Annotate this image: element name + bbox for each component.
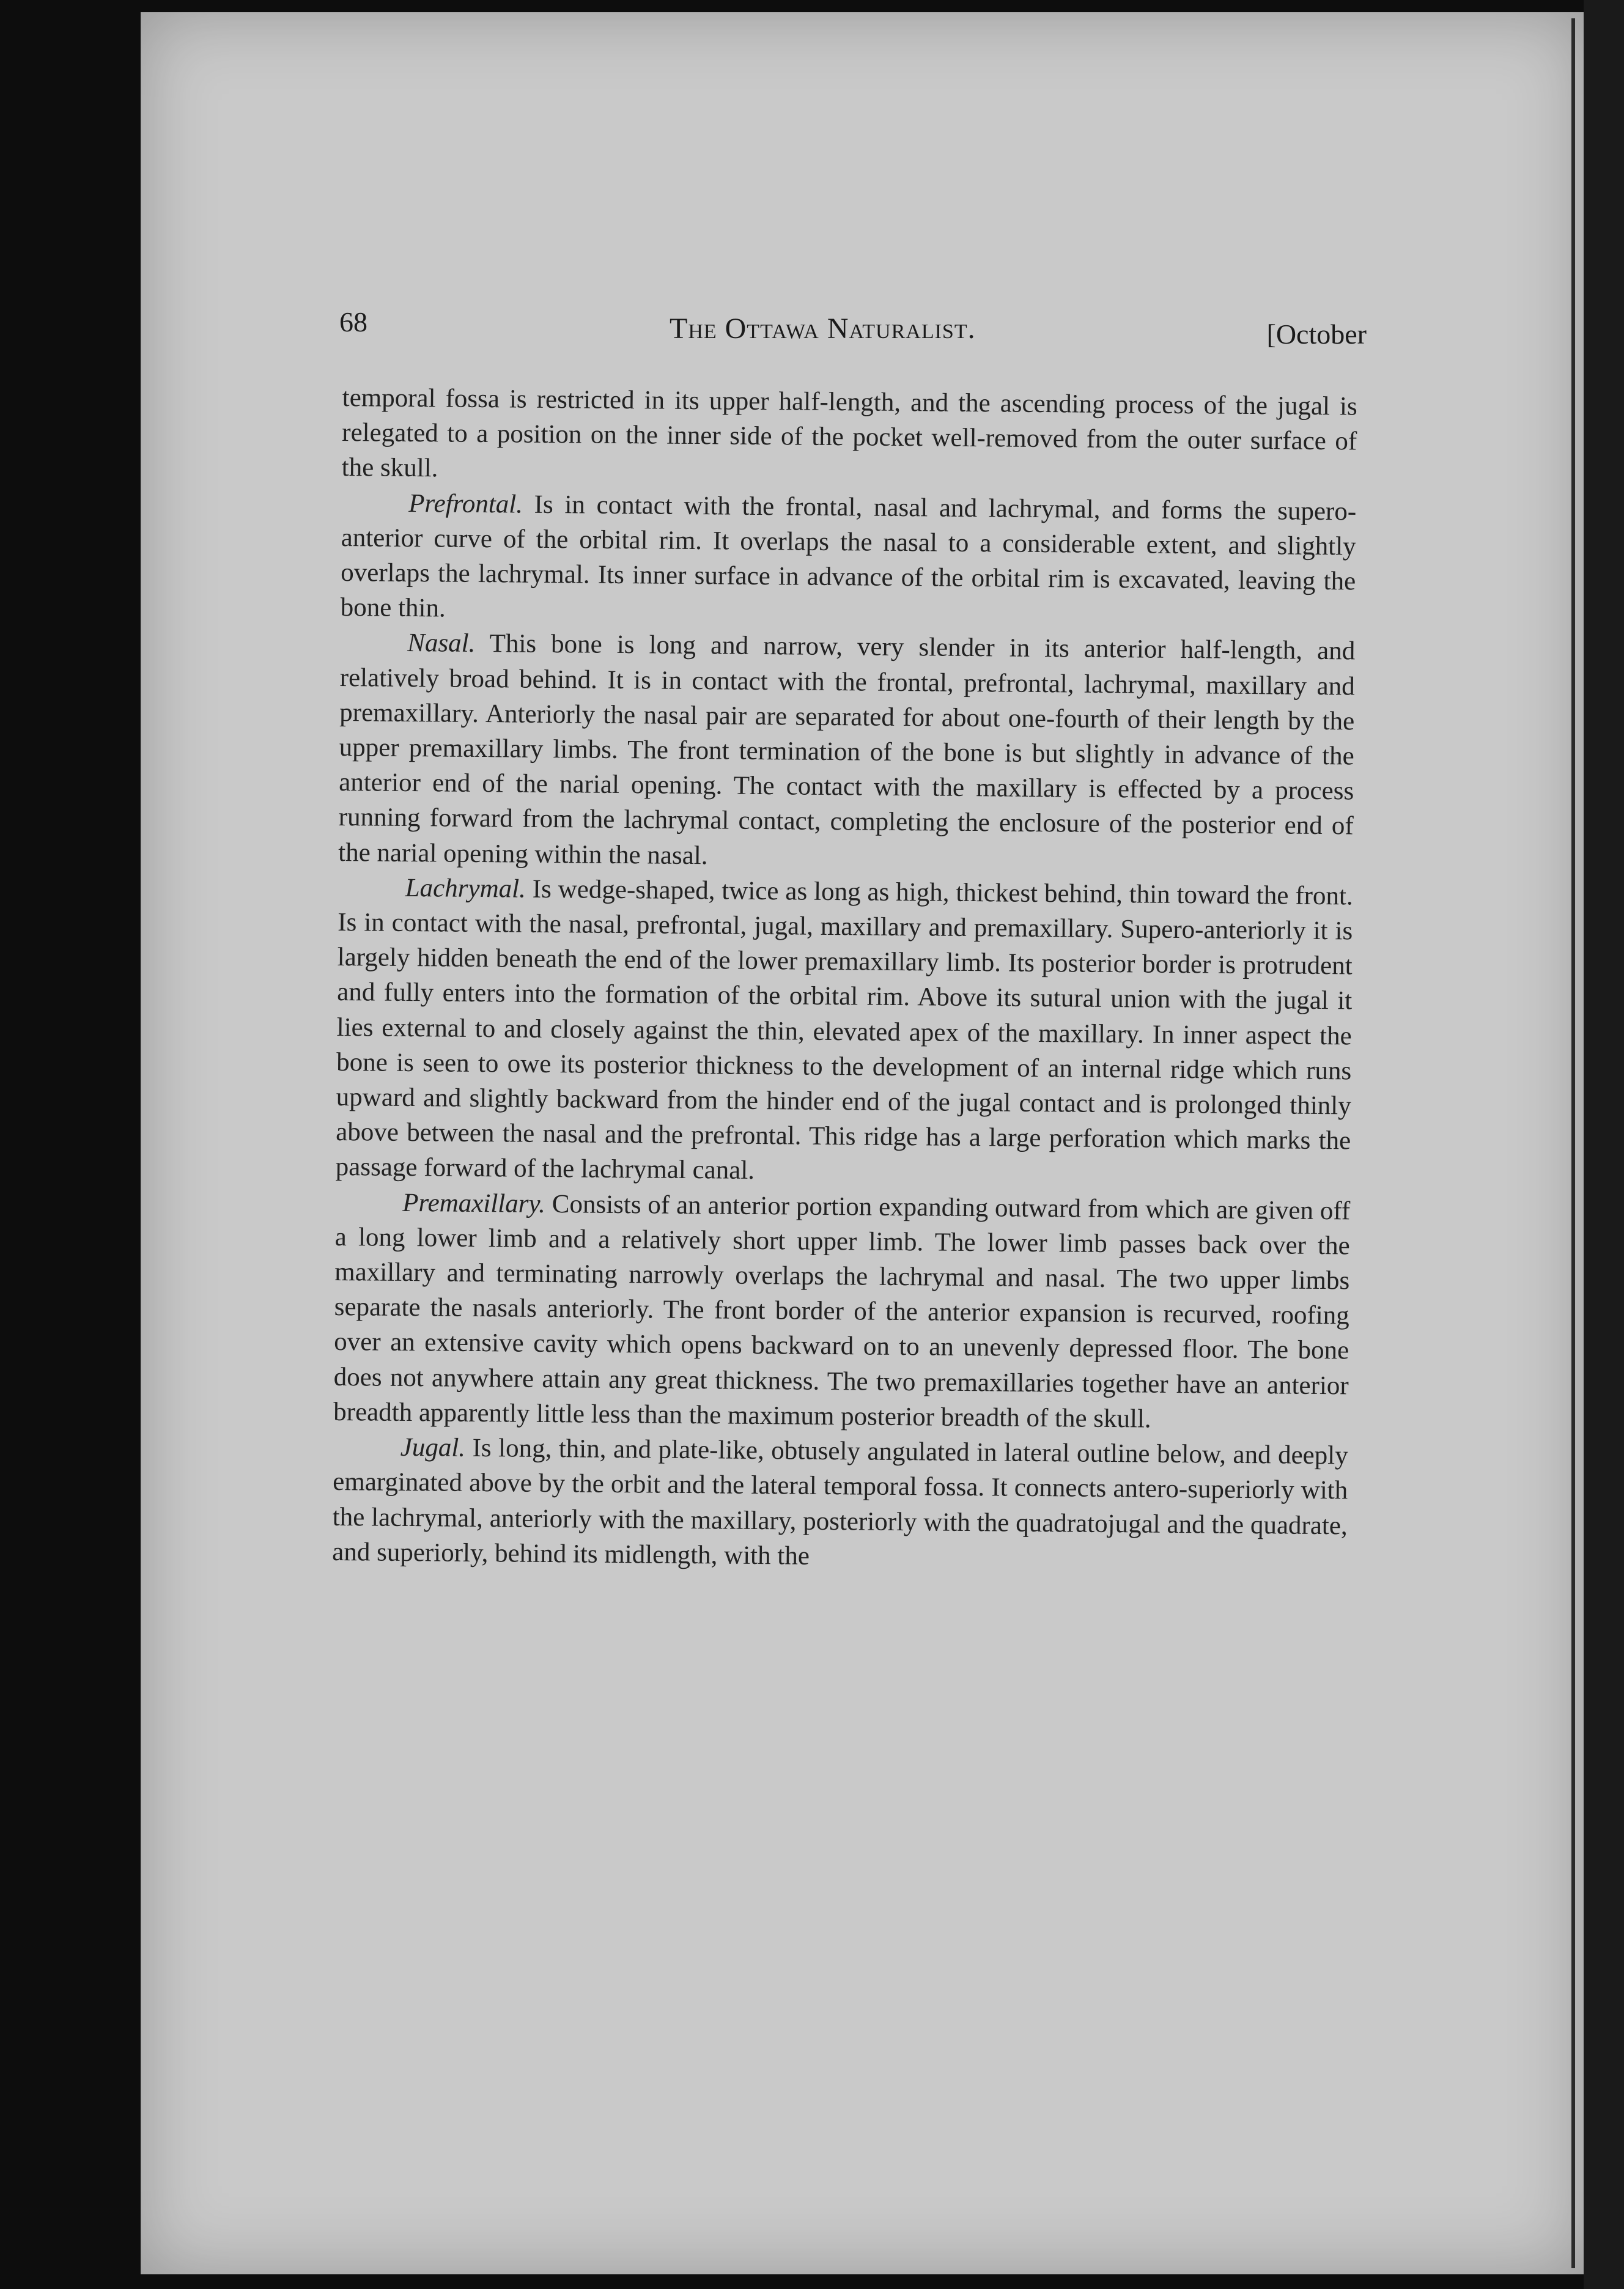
- journal-title: The Ottawa Naturalist.: [670, 312, 976, 345]
- section-term: Premaxillary.: [402, 1188, 546, 1218]
- page-number: 68: [339, 306, 367, 337]
- paragraph-text: This bone is long and narrow, very slender in its anterior half-length, and relatively broad behind. It is in contact with the frontal, prefrontal, lachrymal, maxillary and premaxillary. Anteriorly the nasal pair are separated for about one-fourth of their length by the upper premaxillary limbs. The front termination of the bone is but slightly in advance of the anterior end of the narial opening. The contact with the maxillary is effected by a process running forward from the lachrymal contact, completing the enclosure of the posterior end of the narial opening within the nasal.: [338, 629, 1356, 870]
- paragraph-text: Is long, thin, and plate-like, obtusely angulated in lateral outline below, and deeply emarginated above by the orbit and the lateral temporal fossa. It connects antero-superiorly with the lachrymal, anteriorly with the maxillary, posteriorly with the quadratojugal and the quadrate, and superiorly, behind its midlength, with the: [332, 1434, 1348, 1571]
- paragraph-premaxillary: [333, 1185, 1350, 1439]
- section-term: Jugal.: [400, 1432, 466, 1462]
- issue-month: [October: [1266, 319, 1367, 350]
- paragraph-nasal: [338, 625, 1355, 879]
- paragraph-lachrymal: [336, 870, 1353, 1193]
- paragraph-continuation: [342, 380, 1357, 494]
- paragraph-prefrontal: [341, 485, 1357, 634]
- section-term: Lachrymal.: [405, 873, 526, 904]
- paragraph-text: Consists of an anterior portion expanding outward from which are given off a long lower limb and a relatively short upper limb. The lower limb passes back over the maxillary and terminating narrowly overlaps the lachrymal and nasal. The two upper limbs separate the nasals anteriorly. The front border of the anterior expansion is recurved, roofing over an extensive cavity which opens backward on to an unevenly depressed floor. The bone does not anywhere attain any great thickness. The two premaxillaries together have an anterior breadth apparently little less than the maximum posterior breadth of the skull.: [333, 1189, 1351, 1434]
- paragraph-text: Is in contact with the frontal, nasal and lachrymal, and forms the supero-anterior curve of the orbital rim. It overlaps the nasal to a considerable extent, and slightly overlaps the lachrymal. Its inner surface in advance of the orbital rim is excavated, leaving the bone thin.: [340, 490, 1357, 623]
- facing-page-edge: [1584, 0, 1624, 2289]
- article-body: [332, 380, 1357, 1578]
- page-edge: [1571, 18, 1575, 2268]
- section-term: Prefrontal.: [408, 488, 523, 519]
- section-term: Nasal.: [407, 628, 476, 658]
- paragraph-jugal: [332, 1429, 1348, 1578]
- paragraph-text: Is wedge-shaped, twice as long as high, thickest behind, thin toward the front. Is in contact with the nasal, prefrontal, jugal, maxillary and premaxillary. Supero-anteriorly it is largely hidden beneath the end of the lower premaxillary limb. Its posterior border is protrudent and fully enters into the formation of the orbital rim. Above its sutural union with the jugal it lies external to and closely against the thin, elevated apex of the maxillary. In inner aspect the bone is seen to owe its posterior thickness to the development of an internal ridge which runs upward and slightly backward from the hinder end of the jugal contact and is prolonged thinly above between the nasal and the prefrontal. This ridge has a large perforation which marks the passage forward of the lachrymal canal.: [335, 874, 1353, 1185]
- paragraph-text: temporal fossa is restricted in its upper half-length, and the ascending process of the jugal is relegated to a position on the inner side of the pocket well-removed from the outer surface of the skull.: [341, 383, 1357, 483]
- running-header: [339, 306, 1367, 355]
